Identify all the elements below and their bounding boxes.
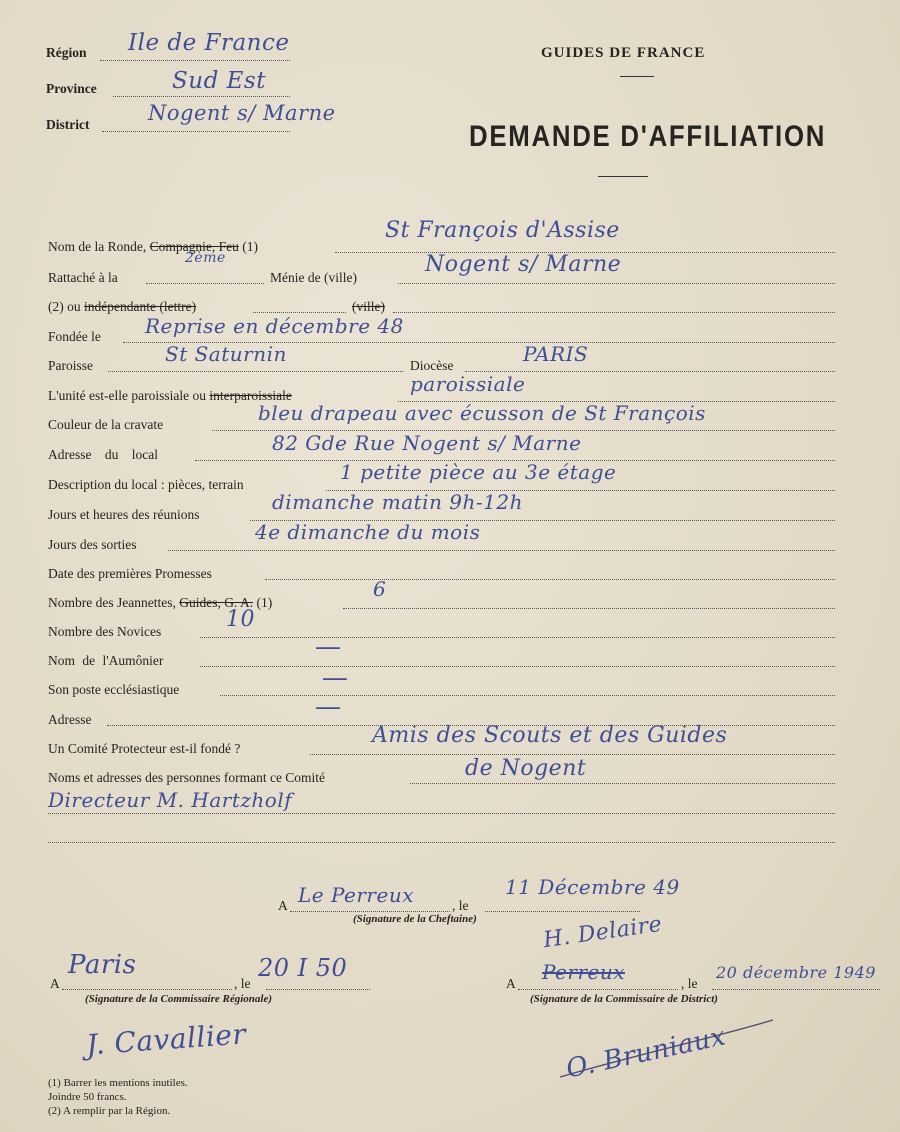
province-value: Sud Est xyxy=(172,68,266,94)
sorties-line xyxy=(168,550,835,551)
province-label: Province xyxy=(46,81,97,96)
org-rule xyxy=(620,76,654,77)
aumonier-line xyxy=(200,666,835,667)
regionale-place-line xyxy=(62,989,232,990)
unite-value: paroissiale xyxy=(410,372,526,396)
reunions-label: Jours et heures des réunions xyxy=(48,507,200,522)
title-rule xyxy=(598,176,648,177)
noms-value: de Nogent xyxy=(465,756,587,781)
cheftaine-le: , le xyxy=(452,898,469,913)
province-line xyxy=(113,96,290,97)
rattache-value: Nogent s/ Marne xyxy=(425,252,622,277)
indep-line-a xyxy=(253,312,346,313)
rattache-line-a xyxy=(146,283,264,284)
region-value: Ile de France xyxy=(128,30,290,56)
org-name: GUIDES DE FRANCE xyxy=(541,45,706,61)
comite-line-3 xyxy=(48,842,835,843)
nombre-line xyxy=(343,608,835,609)
diocese-label: Diocèse xyxy=(410,358,454,373)
cheftaine-a: A xyxy=(278,898,288,913)
noms-label: Noms et adresses des personnes formant ce Comité xyxy=(48,770,326,785)
directeur-value: Directeur M. Hartzholf xyxy=(48,788,293,812)
cheftaine-place-line xyxy=(290,911,450,912)
nombre-value: 6 xyxy=(373,577,387,601)
adresse-label: Adresse xyxy=(48,712,92,727)
paroisse-line xyxy=(108,371,403,372)
regionale-signature: J. Cavallier xyxy=(85,1017,248,1062)
rattache-label-b: Ménie de (ville) xyxy=(270,270,357,285)
rattache-label-a: Rattaché à la xyxy=(48,270,118,285)
adresse-local-value: 82 Gde Rue Nogent s/ Marne xyxy=(272,431,582,455)
district-a: A xyxy=(506,976,516,991)
unite-label: L'unité est-elle paroissiale ou interparoissiale xyxy=(48,388,292,403)
regionale-place: Paris xyxy=(68,950,137,980)
comite-line-2 xyxy=(48,813,835,814)
district-signature: O. Bruniaux xyxy=(563,1021,729,1085)
description-label: Description du local : pièces, terrain xyxy=(48,477,244,492)
indep-line-b xyxy=(393,312,835,313)
footnote-1: (1) Barrer les mentions inutiles. xyxy=(48,1077,188,1089)
regionale-a: A xyxy=(50,976,60,991)
ronde-value: St François d'Assise xyxy=(385,218,620,243)
sorties-value: 4e dimanche du mois xyxy=(255,520,481,544)
indep-label: (2) ou indépendante (lettre) xyxy=(48,299,197,314)
cravate-value: bleu drapeau avec écusson de St François xyxy=(258,401,706,425)
comite-label: Un Comité Protecteur est-il fondé ? xyxy=(48,741,241,756)
poste-label: Son poste ecclésiastique xyxy=(48,682,180,697)
region-label: Région xyxy=(46,45,87,60)
fondee-label: Fondée le xyxy=(48,329,101,344)
district-le: , le xyxy=(681,976,698,991)
cheftaine-date: 11 Décembre 49 xyxy=(505,875,680,899)
cheftaine-date-line xyxy=(485,911,640,912)
novices-label: Nombre des Novices xyxy=(48,624,162,639)
signature-strike xyxy=(555,1015,780,1085)
indep-ville-label: (ville) xyxy=(352,299,385,314)
region-line xyxy=(100,60,290,61)
district-value: Nogent s/ Marne xyxy=(148,101,336,125)
district-place-line xyxy=(518,989,678,990)
footnote-2: Joindre 50 francs. xyxy=(48,1091,127,1103)
reunions-value: dimanche matin 9h-12h xyxy=(272,490,523,514)
cheftaine-place: Le Perreux xyxy=(298,883,414,907)
regionale-caption: (Signature de la Commissaire Régionale) xyxy=(85,993,273,1005)
adresse-local-label: Adresse du local xyxy=(48,447,158,462)
fondee-value: Reprise en décembre 48 xyxy=(145,314,404,338)
comite-line xyxy=(310,754,835,755)
nombre-label: Nombre des Jeannettes, Guides, G. A. (1) xyxy=(48,595,273,610)
aumonier-label: Nom de l'Aumônier xyxy=(48,653,164,668)
rattache-sup: 2ème xyxy=(185,250,226,266)
footnote-3: (2) A remplir par la Région. xyxy=(48,1105,171,1117)
district-date-line xyxy=(712,989,880,990)
district-caption: (Signature de la Commissaire de District) xyxy=(530,993,718,1005)
novices-line xyxy=(200,637,835,638)
ronde-label: Nom de la Ronde, Compagnie, Feu (1) xyxy=(48,239,258,254)
noms-line xyxy=(410,783,835,784)
aumonier-value: — xyxy=(315,632,342,662)
district-date: 20 décembre 1949 xyxy=(716,963,876,982)
cheftaine-signature: H. Delaire xyxy=(541,911,664,954)
description-value: 1 petite pièce au 3e étage xyxy=(340,460,617,484)
poste-value: — xyxy=(322,663,349,693)
district-place: Perreux xyxy=(542,960,626,984)
poste-line xyxy=(220,695,835,696)
comite-value: Amis des Scouts et des Guides xyxy=(372,723,728,748)
district-line xyxy=(102,131,290,132)
rattache-line-b xyxy=(398,283,835,284)
diocese-value: PARIS xyxy=(523,342,589,366)
regionale-date-line xyxy=(266,989,370,990)
district-label: District xyxy=(46,117,90,132)
promesses-line xyxy=(265,579,835,580)
novices-value: 10 xyxy=(226,607,255,632)
cheftaine-caption: (Signature de la Cheftaine) xyxy=(353,913,477,925)
paroisse-label: Paroisse xyxy=(48,358,93,373)
paroisse-value: St Saturnin xyxy=(165,342,287,366)
regionale-date: 20 I 50 xyxy=(258,954,348,982)
promesses-label: Date des premières Promesses xyxy=(48,566,212,581)
cravate-label: Couleur de la cravate xyxy=(48,417,164,432)
regionale-le: , le xyxy=(234,976,251,991)
sorties-label: Jours des sorties xyxy=(48,537,137,552)
adresse-value: — xyxy=(315,692,342,722)
page-title: DEMANDE D'AFFILIATION xyxy=(469,120,827,153)
